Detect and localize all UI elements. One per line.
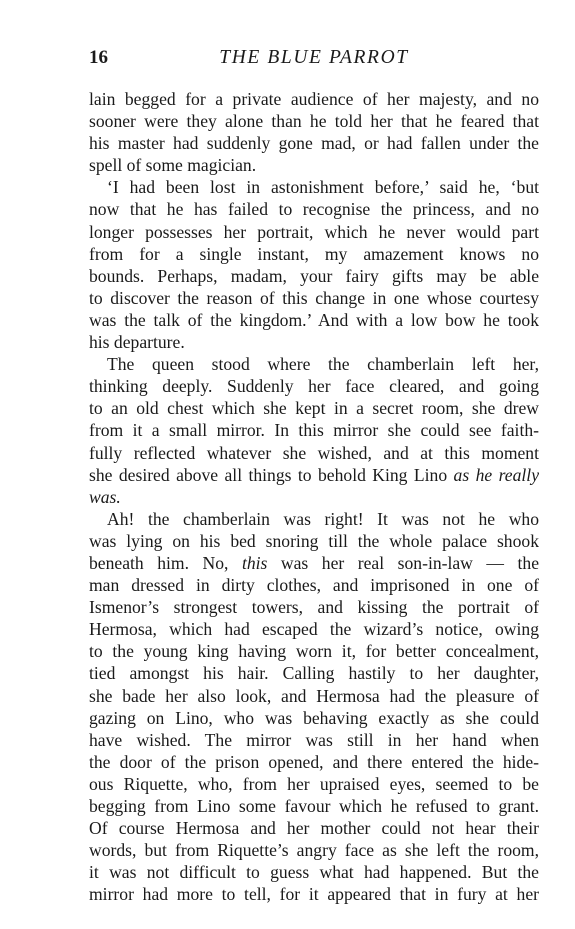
line-text: begging from Lino some favour which he refused to grant.: [89, 796, 539, 816]
text-line: [89, 729, 539, 751]
text-line: [89, 309, 539, 331]
line-text: words, but from Riquette’s angry face as she left the room,: [89, 840, 539, 861]
text-line: [89, 640, 539, 662]
text-line: [89, 486, 539, 508]
line-text: fully reflected whatever she wished, and at this moment: [89, 442, 539, 463]
line-text: she desired above all things to behold King Lino: [89, 464, 448, 485]
line-text: was lying on his bed snoring till the whole palace shook: [89, 530, 539, 551]
text-line: [89, 795, 539, 817]
line-text: thinking deeply. Suddenly her face cleared, and going: [89, 376, 539, 397]
line-text: to discover the reason of this change in one whose courtesy: [89, 287, 539, 308]
text-line: [89, 353, 539, 375]
text-line: [89, 508, 539, 530]
text-line: [89, 464, 539, 486]
line-text: gazing on Lino, who was behaving exactly as she could: [89, 707, 539, 728]
line-text: have wished. The mirror was still in her hand when: [89, 729, 539, 750]
text-line: [89, 243, 539, 265]
line-text: Hermosa, which had escaped the wizard’s notice, owing: [89, 619, 539, 640]
line-text: tied amongst his hair. Calling hastily to her daughter,: [89, 663, 539, 684]
line-text: bounds. Perhaps, madam, your fairy gifts may be able: [89, 265, 539, 286]
line-text: now that he has failed to recognise the princess, and no: [89, 199, 539, 220]
text-line: [89, 198, 539, 220]
line-text: the door of the prison opened, and there entered the hide-: [89, 751, 539, 772]
line-text: lain begged for a private audience of her majesty, and no: [89, 89, 539, 109]
text-line: [89, 154, 539, 176]
line-text: Ismenor’s strongest towers, and kissing the portrait of: [89, 597, 539, 618]
text-line: [89, 88, 539, 110]
running-head: [89, 47, 539, 73]
italic-text: as he really: [453, 464, 539, 485]
text-line: [89, 176, 539, 198]
page-number: 16: [89, 47, 108, 68]
line-text: spell of some magician.: [89, 155, 257, 176]
line-text-continued: was her real son-in-law — the: [280, 552, 539, 573]
text-line: [89, 618, 539, 640]
line-text: to an old chest which she kept in a secret room, she drew: [89, 398, 539, 419]
text-line: [89, 110, 539, 132]
text-line: [89, 773, 539, 795]
text-line: [89, 574, 539, 596]
italic-text: this: [241, 552, 268, 573]
text-line: [89, 530, 539, 552]
line-text: mirror had more to tell, for it appeared that in fury at her: [89, 884, 539, 905]
line-text: The queen stood where the chamberlain left her,: [107, 354, 539, 375]
italic-text: was.: [89, 486, 121, 507]
book-title: THE BLUE PARROT: [219, 47, 409, 68]
text-line: [89, 552, 539, 574]
line-text: ‘I had been lost in astonishment before,’ said he, ‘but: [107, 177, 539, 198]
text-line: [89, 839, 539, 861]
line-text: ous Riquette, who, from her upraised eyes, seemed to be: [89, 773, 539, 794]
line-text: Of course Hermosa and her mother could not hear their: [89, 818, 539, 839]
text-line: [89, 861, 539, 883]
text-line: [89, 883, 539, 905]
text-line: [89, 287, 539, 309]
text-line: [89, 397, 539, 419]
text-line: [89, 596, 539, 618]
text-line: [89, 817, 539, 839]
line-text: she bade her also look, and Hermosa had the pleasure of: [89, 685, 539, 706]
text-line: [89, 685, 539, 707]
line-text: beneath him. No,: [89, 552, 229, 573]
text-line: [89, 751, 539, 773]
text-line: [89, 132, 539, 154]
line-text: sooner were they alone than he told her that he feared that: [89, 111, 539, 132]
body-text: [89, 88, 539, 905]
line-text: Ah! the chamberlain was right! It was not he who: [107, 508, 539, 529]
text-line: [89, 221, 539, 243]
text-line: [89, 265, 539, 287]
text-line: [89, 662, 539, 684]
line-text: was the talk of the kingdom.’ And with a low bow he took: [89, 309, 539, 330]
line-text: from for a single instant, my amazement knows no: [89, 243, 539, 264]
line-text: his departure.: [89, 332, 185, 353]
text-line: [89, 331, 539, 353]
text-line: [89, 442, 539, 464]
line-text: man dressed in dirty clothes, and imprisoned in one of: [89, 575, 539, 596]
line-text: longer possesses her portrait, which he never would part: [89, 221, 539, 242]
text-line: [89, 419, 539, 441]
line-text: to the young king having worn it, for better concealment,: [89, 641, 539, 662]
text-line: [89, 707, 539, 729]
line-text: from it a small mirror. In this mirror she could see faith-: [89, 420, 539, 441]
line-text: his master had suddenly gone mad, or had fallen under the: [89, 133, 539, 154]
text-line: [89, 375, 539, 397]
line-text: it was not difficult to guess what had happened. But the: [89, 862, 539, 883]
